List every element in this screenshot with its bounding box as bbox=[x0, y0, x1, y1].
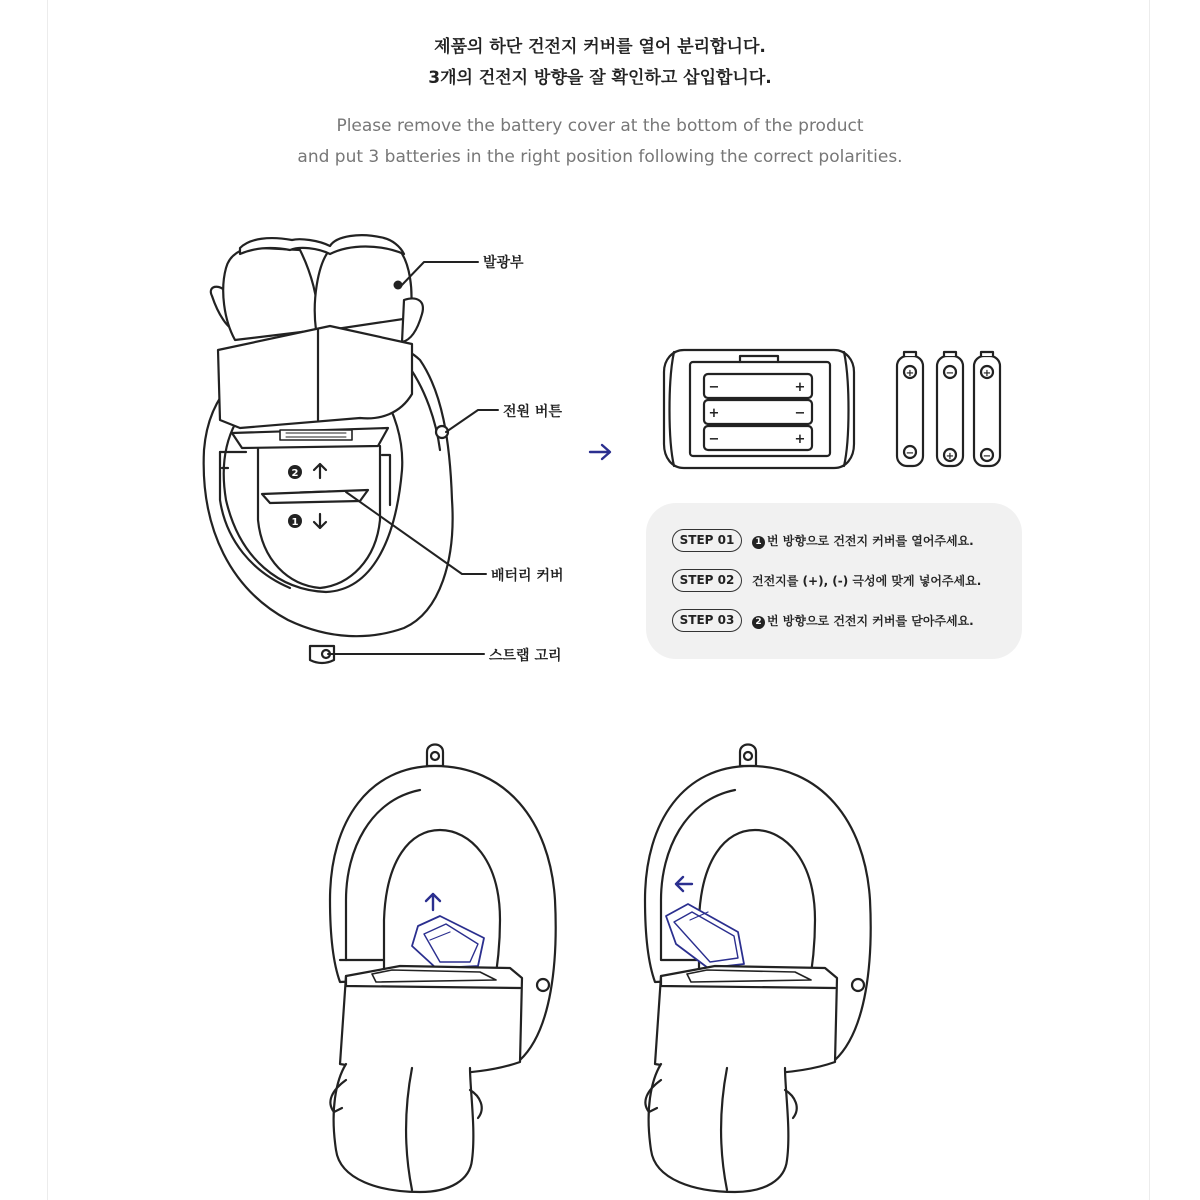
callout-light-part: 발광부 bbox=[483, 255, 524, 271]
english-line-2: and put 3 batteries in the right position following the correct polarities. bbox=[297, 147, 903, 167]
battery1-top-plus: + bbox=[905, 368, 915, 379]
leader-power-button bbox=[446, 410, 498, 432]
step-row-3 bbox=[672, 609, 974, 632]
step-description-3: 번 방향으로 건전지 커버를 닫아주세요. bbox=[767, 614, 974, 628]
callout-strap-hook: 스트랩 고리 bbox=[489, 648, 562, 664]
step-description-2: 건전지를 (+), (-) 극성에 맞게 넣어주세요. bbox=[752, 574, 982, 588]
step-row-2 bbox=[672, 569, 981, 592]
step-number-1-bullet: 1 bbox=[752, 536, 765, 549]
slot3-right-plus: + bbox=[794, 432, 806, 447]
step-description-1: 번 방향으로 건전지 커버를 열어주세요. bbox=[767, 534, 974, 548]
korean-line-1: 제품의 하단 건전지 커버를 열어 분리합니다. bbox=[434, 37, 766, 57]
battery3-top-plus: + bbox=[982, 368, 992, 379]
product-back-view-left bbox=[330, 745, 556, 1193]
slot2-right-minus: − bbox=[794, 406, 806, 421]
step-text-1 bbox=[752, 532, 974, 549]
step-row-1 bbox=[672, 529, 974, 552]
slot2-left-plus: + bbox=[708, 406, 720, 421]
slot3-left-minus: − bbox=[708, 432, 720, 447]
down-arrow-icon bbox=[314, 514, 326, 528]
light-part-petals bbox=[211, 235, 423, 342]
battery1-bottom-minus: − bbox=[905, 448, 915, 459]
slot1-right-plus: + bbox=[794, 380, 806, 395]
battery-compartment bbox=[232, 428, 388, 448]
battery3-bottom-minus: − bbox=[982, 451, 992, 462]
battery-holder bbox=[664, 350, 854, 468]
blue-up-arrow-icon bbox=[426, 894, 440, 910]
collar bbox=[218, 326, 412, 428]
right-arrow-icon bbox=[590, 445, 610, 459]
up-arrow-icon bbox=[314, 464, 326, 478]
product-front-view bbox=[204, 235, 453, 663]
korean-line-2: 3개의 건전지 방향을 잘 확인하고 삽입합니다. bbox=[428, 68, 772, 88]
step-text-3 bbox=[752, 612, 974, 629]
callout-power-button: 전원 버튼 bbox=[503, 404, 562, 420]
step-badge-2: STEP 02 bbox=[672, 569, 742, 592]
step-badge-1: STEP 01 bbox=[672, 529, 742, 552]
step-text-2 bbox=[752, 572, 981, 589]
product-back-view-right bbox=[645, 745, 871, 1193]
marker-1-digit: 1 bbox=[291, 517, 299, 528]
callout-battery-cover: 배터리 커버 bbox=[491, 568, 564, 584]
slot1-left-minus: − bbox=[708, 380, 720, 395]
marker-2-digit: 2 bbox=[291, 468, 299, 479]
battery2-top-minus: − bbox=[945, 368, 955, 379]
steps-panel bbox=[646, 503, 1022, 659]
english-line-1: Please remove the battery cover at the bottom of the product bbox=[336, 116, 864, 136]
step-badge-3: STEP 03 bbox=[672, 609, 742, 632]
battery2-bottom-plus: + bbox=[945, 451, 955, 462]
step-number-2-bullet: 2 bbox=[752, 616, 765, 629]
